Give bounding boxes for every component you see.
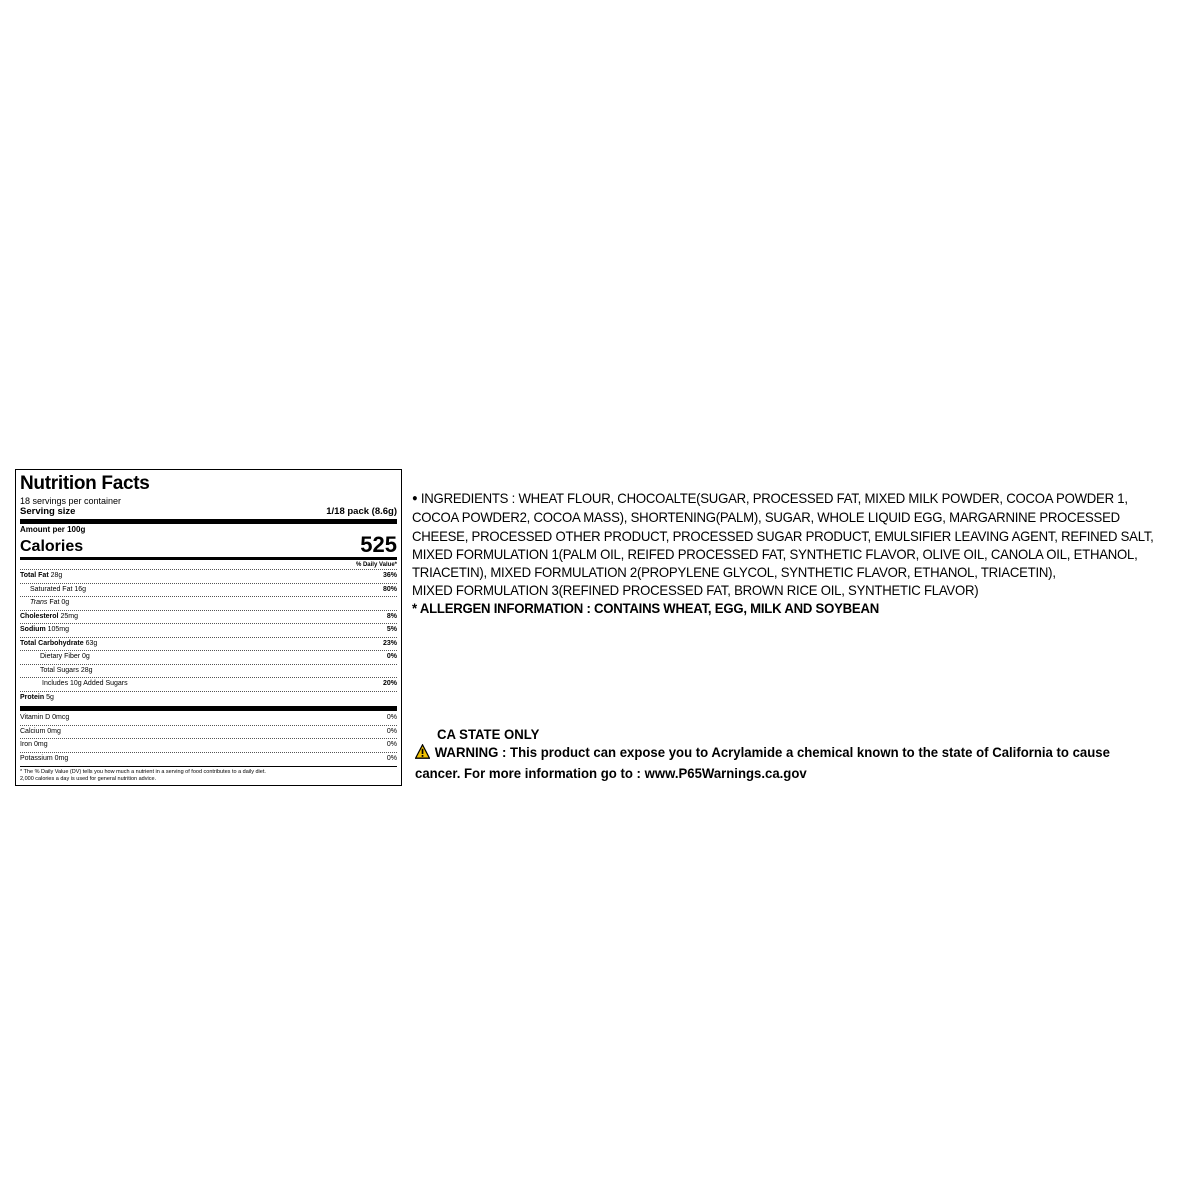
nutrient-row [20, 691, 397, 705]
nutrient-row [20, 583, 397, 597]
ingredients-block [412, 489, 1154, 618]
nutrient-name: Trans [30, 599, 48, 606]
nutrient-row [20, 637, 397, 651]
servings-per-container: 18 servings per container [20, 496, 122, 506]
serving-size-value: 1/18 pack (8.6g) [326, 506, 397, 517]
nutrient-amount: 25mg [60, 612, 78, 620]
nutrient-amount: 16g [74, 585, 87, 593]
nutrient-pct: 20% [382, 680, 397, 687]
thick-divider [20, 519, 397, 524]
vitamin-name: Potassium 0mg [20, 754, 69, 762]
nutrition-facts-panel [15, 469, 402, 786]
bullet-icon: ● [412, 493, 418, 505]
nutrient-amount: Fat 0g [49, 599, 70, 606]
vitamin-pct: 0% [386, 727, 397, 735]
nutrient-pct: 5% [386, 626, 397, 633]
vitamin-pct: 0% [386, 754, 397, 762]
nutrient-amount: 0g [82, 653, 90, 660]
warning-triangle-icon [415, 744, 430, 764]
ingredients-line [412, 489, 1145, 508]
nutrient-pct: 36% [382, 572, 397, 579]
nutrient-amount: 5g [46, 693, 54, 701]
nutrient-name: Dietary Fiber [40, 653, 81, 660]
nutrient-row [20, 569, 397, 583]
nutrient-name: Cholesterol [20, 612, 59, 620]
vitamin-row [20, 712, 397, 725]
ingredients-line: TRIACETIN), MIXED FORMULATION 2(PROPYLENE GLYCOL, SYNTHETIC FLAVOR, ETHANOL, TRIACETIN), [412, 564, 1056, 580]
nutrient-amount: 63g [85, 639, 98, 647]
nutrient-amount: 105mg [47, 626, 70, 633]
vitamin-row [20, 725, 397, 739]
nutrient-row [20, 623, 397, 637]
daily-value-header: % Daily Value* [355, 562, 397, 568]
calories-row [20, 534, 397, 556]
calories-label: Calories [20, 538, 84, 555]
nutrient-row [20, 610, 397, 624]
allergen-information: * ALLERGEN INFORMATION : CONTAINS WHEAT, EGG, MILK AND SOYBEAN [412, 600, 879, 617]
warning-text: WARNING : This product can expose you to Acrylamide a chemical known to the state of California to cause [434, 744, 1110, 760]
nutrient-pct: 0% [386, 653, 397, 660]
nutrient-name: Total Carbohydrate [20, 639, 84, 647]
nutrient-row [20, 650, 397, 664]
vitamin-name: Iron 0mg [20, 741, 48, 748]
nutrient-pct: 23% [382, 639, 397, 647]
ca-state-only-label: CA STATE ONLY [437, 726, 540, 742]
vitamin-pct: 0% [386, 741, 397, 748]
calories-value: 525 [360, 532, 397, 557]
nutrient-amount: 28g [50, 572, 63, 579]
nutrient-name: Total Fat [20, 572, 49, 579]
nutrient-amount: 28g [80, 666, 93, 674]
nutrient-name: Total Sugars [40, 666, 79, 674]
nutrient-name: Includes 10g Added Sugars [42, 680, 128, 687]
vitamin-row [20, 752, 397, 766]
nutrient-pct: 80% [382, 585, 397, 593]
daily-value-footnote [20, 766, 397, 783]
serving-size-row [20, 506, 397, 517]
ingredients-line: COCOA POWDER2, COCOA MASS), SHORTENING(PALM), SUGAR, WHOLE LIQUID EGG, MARGARNINE PROCESSED [412, 509, 1120, 526]
nutrient-row [20, 664, 397, 678]
ingredients-line: CHEESE, PROCESSED OTHER PRODUCT, PROCESSED SUGAR PRODUCT, EMULSIFIER LEAVING AGENT, REFINED SALT, [412, 527, 1154, 544]
amount-per-label: Amount per 100g [20, 525, 86, 534]
thick-divider [20, 706, 397, 711]
vitamin-name: Calcium 0mg [20, 727, 61, 735]
serving-size-label: Serving size [20, 506, 76, 517]
ingredients-line: MIXED FORMULATION 1(PALM OIL, REIFED PROCESSED FAT, SYNTHETIC FLAVOR, OLIVE OIL, CANOLA OIL, ETHANOL, [412, 545, 1138, 562]
vitamin-name: Vitamin D 0mcg [20, 714, 70, 721]
nutrient-row [20, 677, 397, 691]
medium-divider [20, 557, 397, 560]
prop65-warning [415, 743, 1158, 782]
ingredients-text: INGREDIENTS : WHEAT FLOUR, CHOCOALTE(SUGAR, PROCESSED FAT, MIXED MILK POWDER, COCOA POWDER 1, [420, 490, 1128, 506]
footnote-line: * The % Daily Value (DV) tells you how much a nutrient in a serving of food contributes to a daily diet. [20, 769, 266, 775]
footnote-line: 2,000 calories a day is used for general nutrition advice. [20, 776, 157, 782]
vitamin-pct: 0% [386, 714, 397, 721]
warning-line: cancer. For more information go to : www.P65Warnings.ca.gov [415, 764, 807, 781]
nutrient-name: Protein [20, 693, 45, 701]
vitamin-row [20, 738, 397, 752]
nutrient-pct: 8% [386, 612, 397, 620]
nutrient-name: Sodium [20, 626, 46, 633]
ingredients-line: MIXED FORMULATION 3(REFINED PROCESSED FAT, BROWN RICE OIL, SYNTHETIC FLAVOR) [412, 582, 979, 599]
warning-line [415, 743, 1158, 764]
nutrient-row [20, 596, 397, 610]
nutrition-facts-title: Nutrition Facts [20, 473, 150, 494]
nutrient-name: Saturated Fat [30, 585, 73, 593]
